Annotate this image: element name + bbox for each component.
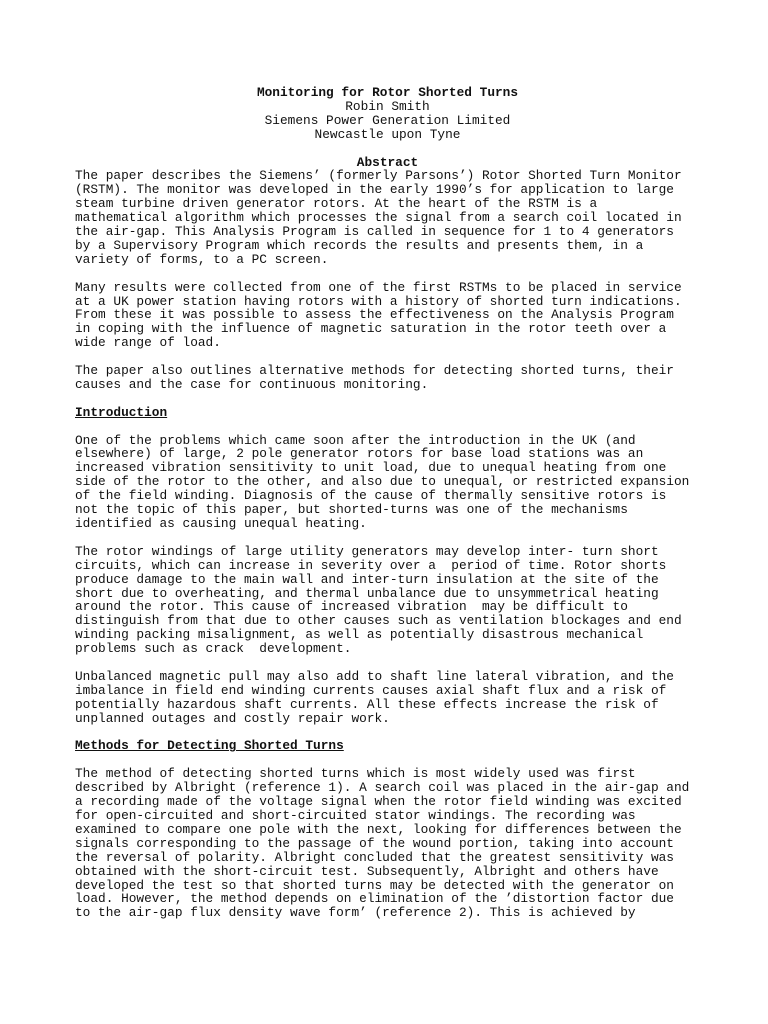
introduction-paragraph-1: One of the problems which came soon after the introduction in the UK (and elsewhere) of large, 2 pole generator rotors for base load stations was an increased vibration sensitivity to unit load, due to unequal heating from one side of the rotor to the other, and also due to unequal, or restricted expansion of the field winding. Diagnosis of the cause of thermally sensitive rotors is not the topic of this paper, but shorted-turns was one of the mechanisms identified as causing unequal heating. — [75, 432, 690, 532]
paper-page — [75, 86, 700, 920]
abstract-paragraph-2: Many results were collected from one of the first RSTMs to be placed in service at a UK power station having rotors with a history of shorted turn indications. From these it was possible to assess the effectiveness on the Analysis Program in coping with the influence of magnetic saturation in the rotor teeth over a wide range of load. — [75, 279, 682, 351]
spacer — [75, 726, 700, 740]
introduction-paragraph-3: Unbalanced magnetic pull may also add to shaft line lateral vibration, and the imbalance in field end winding currents causes axial shaft flux and a risk of potentially hazardous shaft currents. All these effects increase the risk of unplanned outages and costly repair work. — [75, 668, 674, 726]
spacer — [75, 142, 700, 156]
introduction-paragraph-2: The rotor windings of large utility generators may develop inter- turn short circuits, which can increase in severity over a period of time. Rotor shorts produce damage to the main wall and inter-turn insulation at the site of the short due to overheating, and thermal unbalance due to unsymmetrical heating around the rotor. This cause of increased vibration may be difficult to distinguish from that due to other causes such as ventilation blockages and end winding packing misalignment, as well as potentially disastrous mechanical problems such as crack development. — [75, 543, 682, 657]
introduction-heading: Introduction — [75, 404, 168, 420]
spacer — [75, 656, 700, 670]
abstract-heading: Abstract — [356, 154, 419, 170]
spacer — [75, 267, 700, 281]
spacer — [75, 753, 700, 767]
author-affiliation: Siemens Power Generation Limited — [264, 112, 511, 128]
spacer — [75, 350, 700, 364]
paper-title: Monitoring for Rotor Shorted Turns — [256, 85, 519, 100]
methods-heading: Methods for Detecting Shorted Turns — [75, 738, 344, 754]
abstract-paragraph-1: The paper describes the Siemens’ (formerly Parsons’) Rotor Shorted Turn Monitor (RSTM). The monitor was developed in the early 1990’s for application to large steam turbine driven generator rotors. At the heart of the RSTM is a mathematical algorithm which processes the signal from a search coil located in the air-gap. This Analysis Program is called in sequence for 1 to 4 generators by a Supervisory Program which records the results and presents them, in a variety of forms, to a PC screen. — [75, 168, 682, 267]
methods-paragraph-1: The method of detecting shorted turns which is most widely used was first described by Albright (reference 1). A search coil was placed in the air-gap and a recording made of the voltage signal when the rotor field winding was excited for open-circuited and short-circuited stator windings. The recording was examined to compare one pole with the next, looking for differences between the signals corresponding to the passage of the wound portion, taking into account the reversal of polarity. Albright concluded that the greatest sensitivity was obtained with the short-circuit test. Subsequently, Albright and others have developed the test so that shorted turns may be detected with the generator on load. However, the method depends on elimination of the ’distortion factor due to the air-gap flux density wave form’ (reference 2). This is achieved by — [75, 766, 690, 921]
author-name: Robin Smith — [345, 98, 430, 114]
author-location: Newcastle upon Tyne — [314, 126, 461, 142]
spacer — [75, 420, 700, 434]
abstract-paragraph-3: The paper also outlines alternative methods for detecting shorted turns, their causes and the case for continuous monitoring. — [75, 363, 674, 392]
spacer — [75, 392, 700, 406]
spacer — [75, 531, 700, 545]
